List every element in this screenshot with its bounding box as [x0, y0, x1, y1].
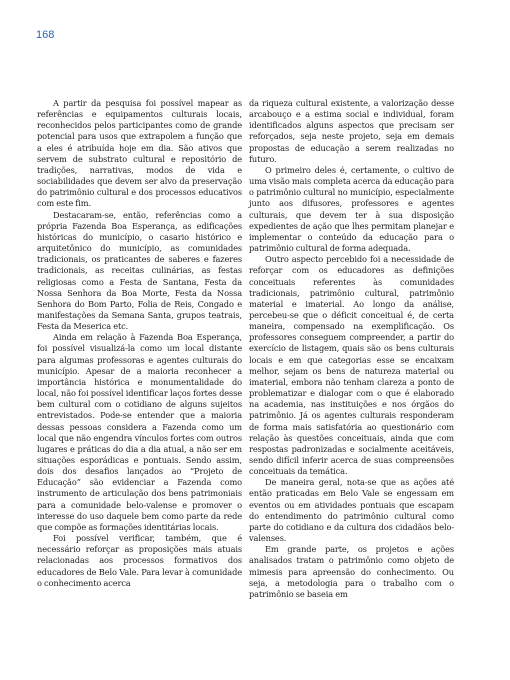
paragraph: Ainda em relação à Fazenda Boa Esperança, foi possível visualizá-la como um local distante para algumas professoras e agentes culturais do município. Apesar de a maioria reconhecer a importância histórica e monumentalidade do local, não foi possível identificar laços fortes desse bem cultural com o cotidiano de alguns sujeitos entrevistados. Pode-se entender que a maioria dessas pessoas considera a Fazenda como um local que não engendra vínculos fortes com outros lugares e práticas do dia a dia atual, a não ser em situações esporádicas e pontuais. Sendo assim, dois dos desafios lançados ao “Projeto de Educação” são evidenciar a Fazenda como instrumento de articulação dos bens patrimoniais para a comunidade belo-valense e promover o interesse do uso daquele bem como parte da rede que compõe as formações identitárias locais.	[37, 332, 242, 532]
paragraph: O primeiro deles é, certamente, o cultivo de uma visão mais completa acerca da educação para o patrimônio cultural no município, especialmente junto aos difusores, professores e agentes culturais, que devem ter à sua disposição expedientes de ação que lhes permitam planejar e implementar o conteúdo da educação para o patrimônio cultural de forma adequada.	[249, 164, 454, 254]
paragraph: Foi possível verificar, também, que é necessário reforçar as proposições mais atuais relacionadas aos processos formativos dos educadores de Belo Vale. Para levar à comunidade o conhecimento acerca	[37, 533, 242, 588]
paragraph: De maneira geral, nota-se que as ações até então praticadas em Belo Vale se engessam em eventos ou em atividades pontuais que escapam do entendimento do patrimônio cultural como parte do cotidiano e da cultura dos cidadãos belo-valenses.	[249, 477, 454, 544]
text-column-right	[249, 98, 454, 600]
page-number: 168	[36, 29, 55, 41]
paragraph: Em grande parte, os projetos e ações analisados tratam o patrimônio como objeto de mimesis para apreensão do conhecimento. Ou seja, a metodologia para o trabalho com o patrimônio se baseia em	[249, 544, 454, 599]
paragraph: Outro aspecto percebido foi a necessidade de reforçar com os educadores as definições conceituais referentes às comunidades tradicionais, patrimônio cultural, patrimônio material e imaterial. Ao longo da análise, percebeu-se que o déficit conceitual é, de certa maneira, compensado na exemplificação. Os professores conseguem compreender, a partir do exercício de listagem, quais são os bens culturais locais e em que categorias esse se encaixam melhor, sejam os bens de natureza material ou imaterial, embora não tenham clareza a ponto de problematizar e dialogar com o que é elaborado na academia, nas instituições e nos órgãos do patrimônio. Já os agentes culturais responderam de forma mais satisfatória ao questionário com relação às questões conceituais, ainda que com respostas padronizadas e socialmente aceitáveis, sendo difícil inferir acerca de suas compreensões conceituais da temática.	[249, 254, 454, 477]
paragraph: Destacaram-se, então, referências como a própria Fazenda Boa Esperança, as edificações históricas do município, o casario histórico e arquitetônico do município, as comunidades tradicionais, os praticantes de saberes e fazeres tradicionais, as receitas culinárias, as festas religiosas como a Festa de Santana, Festa da Nossa Senhora da Boa Morte, Festa da Nossa Senhora do Bom Parto, Folia de Reis, Congado e manifestações da Semana Santa, grupos teatrais, Festa da Meserica etc.	[37, 209, 242, 332]
paragraph: da riqueza cultural existente, a valorização desse arcabouço e a estima social e individual, foram identificados alguns aspectos que precisam ser reforçados, seja neste projeto, seja em demais propostas de educação a serem realizadas no futuro.	[249, 98, 454, 164]
text-column-left	[37, 98, 242, 589]
paragraph: A partir da pesquisa foi possível mapear as referências e equipamentos culturais locais, reconhecidos pelos participantes como de grande potencial para usos que extrapolem a função que a eles é atribuída hoje em dia. São ativos que servem de substrato cultural e repositório de tradições, narrativas, modos de vida e sociabilidades que devem ser alvo da preservação do patrimônio cultural e dos processos educativos com este fim.	[37, 98, 242, 209]
